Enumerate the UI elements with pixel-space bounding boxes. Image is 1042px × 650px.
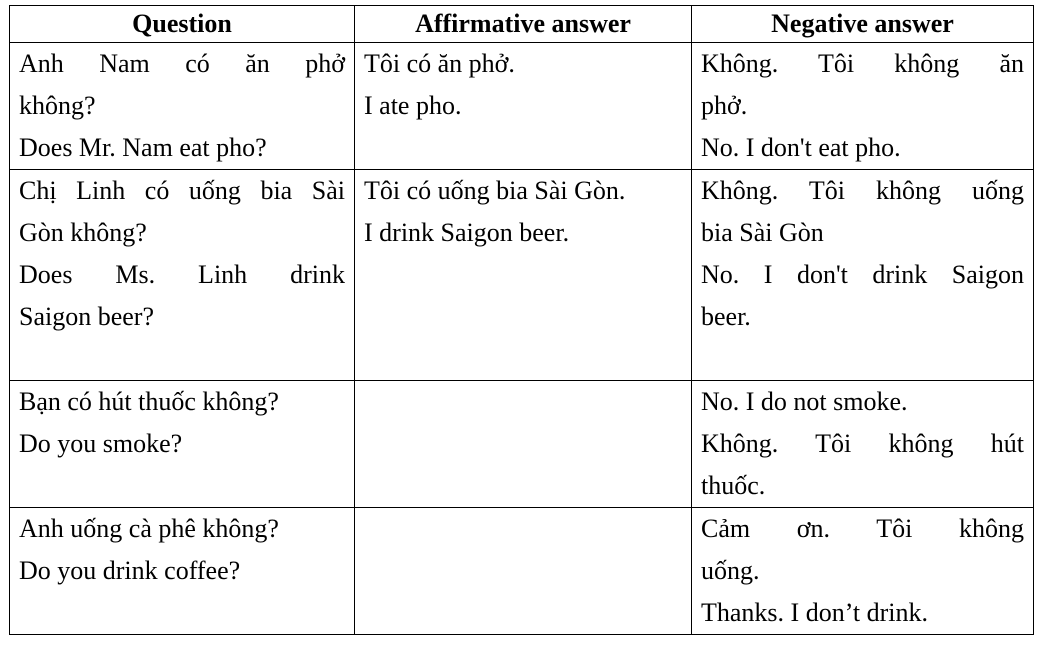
cell-line: Cảm ơn. Tôi không: [701, 514, 1024, 543]
affirmative-cell: [355, 43, 692, 170]
cell-line: Tôi có uống bia Sài Gòn.: [364, 176, 626, 205]
cell-line: Gòn không?: [19, 218, 147, 247]
affirmative-cell: [355, 170, 692, 381]
header-affirmative: Affirmative answer: [355, 6, 692, 43]
affirmative-cell: [355, 508, 692, 635]
cell-line: thuốc.: [701, 471, 766, 500]
cell-line: Không. Tôi không ăn: [701, 49, 1024, 78]
cell-line: No. I do not smoke.: [701, 387, 908, 416]
cell-line: Không. Tôi không hút: [701, 429, 1024, 458]
affirmative-cell: [355, 381, 692, 508]
question-cell: [10, 170, 355, 381]
cell-line: No. I don't eat pho.: [701, 133, 901, 162]
cell-line: Không. Tôi không uống: [701, 176, 1024, 205]
cell-line: Anh Nam có ăn phở: [19, 49, 345, 78]
table-row: [10, 381, 1034, 508]
cell-line: No. I don't drink Saigon: [701, 260, 1024, 289]
cell-line: Anh uống cà phê không?: [19, 514, 279, 543]
negative-cell: [692, 508, 1034, 635]
negative-cell: [692, 43, 1034, 170]
cell-line: Does Ms. Linh drink: [19, 260, 345, 289]
cell-line: phở.: [701, 91, 748, 120]
header-question: Question: [10, 6, 355, 43]
cell-line: bia Sài Gòn: [701, 218, 824, 247]
question-cell: [10, 508, 355, 635]
cell-line: Chị Linh có uống bia Sài: [19, 176, 345, 205]
cell-line: Thanks. I don’t drink.: [701, 598, 928, 627]
cell-line: không?: [19, 91, 96, 120]
header-row: [10, 6, 1034, 43]
table-row: [10, 508, 1034, 635]
cell-line: I ate pho.: [364, 91, 462, 120]
negative-cell: [692, 170, 1034, 381]
cell-line: Do you drink coffee?: [19, 556, 241, 585]
question-cell: [10, 43, 355, 170]
cell-line: beer.: [701, 302, 751, 331]
cell-line: Bạn có hút thuốc không?: [19, 387, 279, 416]
cell-line: Does Mr. Nam eat pho?: [19, 133, 267, 162]
cell-line: Saigon beer?: [19, 302, 155, 331]
header-negative: Negative answer: [692, 6, 1034, 43]
table-row: [10, 43, 1034, 170]
question-cell: [10, 381, 355, 508]
cell-line: Do you smoke?: [19, 429, 183, 458]
cell-line: Tôi có ăn phở.: [364, 49, 515, 78]
answers-table: [9, 5, 1034, 635]
cell-line: uống.: [701, 556, 760, 585]
negative-cell: [692, 381, 1034, 508]
cell-line: I drink Saigon beer.: [364, 218, 570, 247]
table-row: [10, 170, 1034, 381]
